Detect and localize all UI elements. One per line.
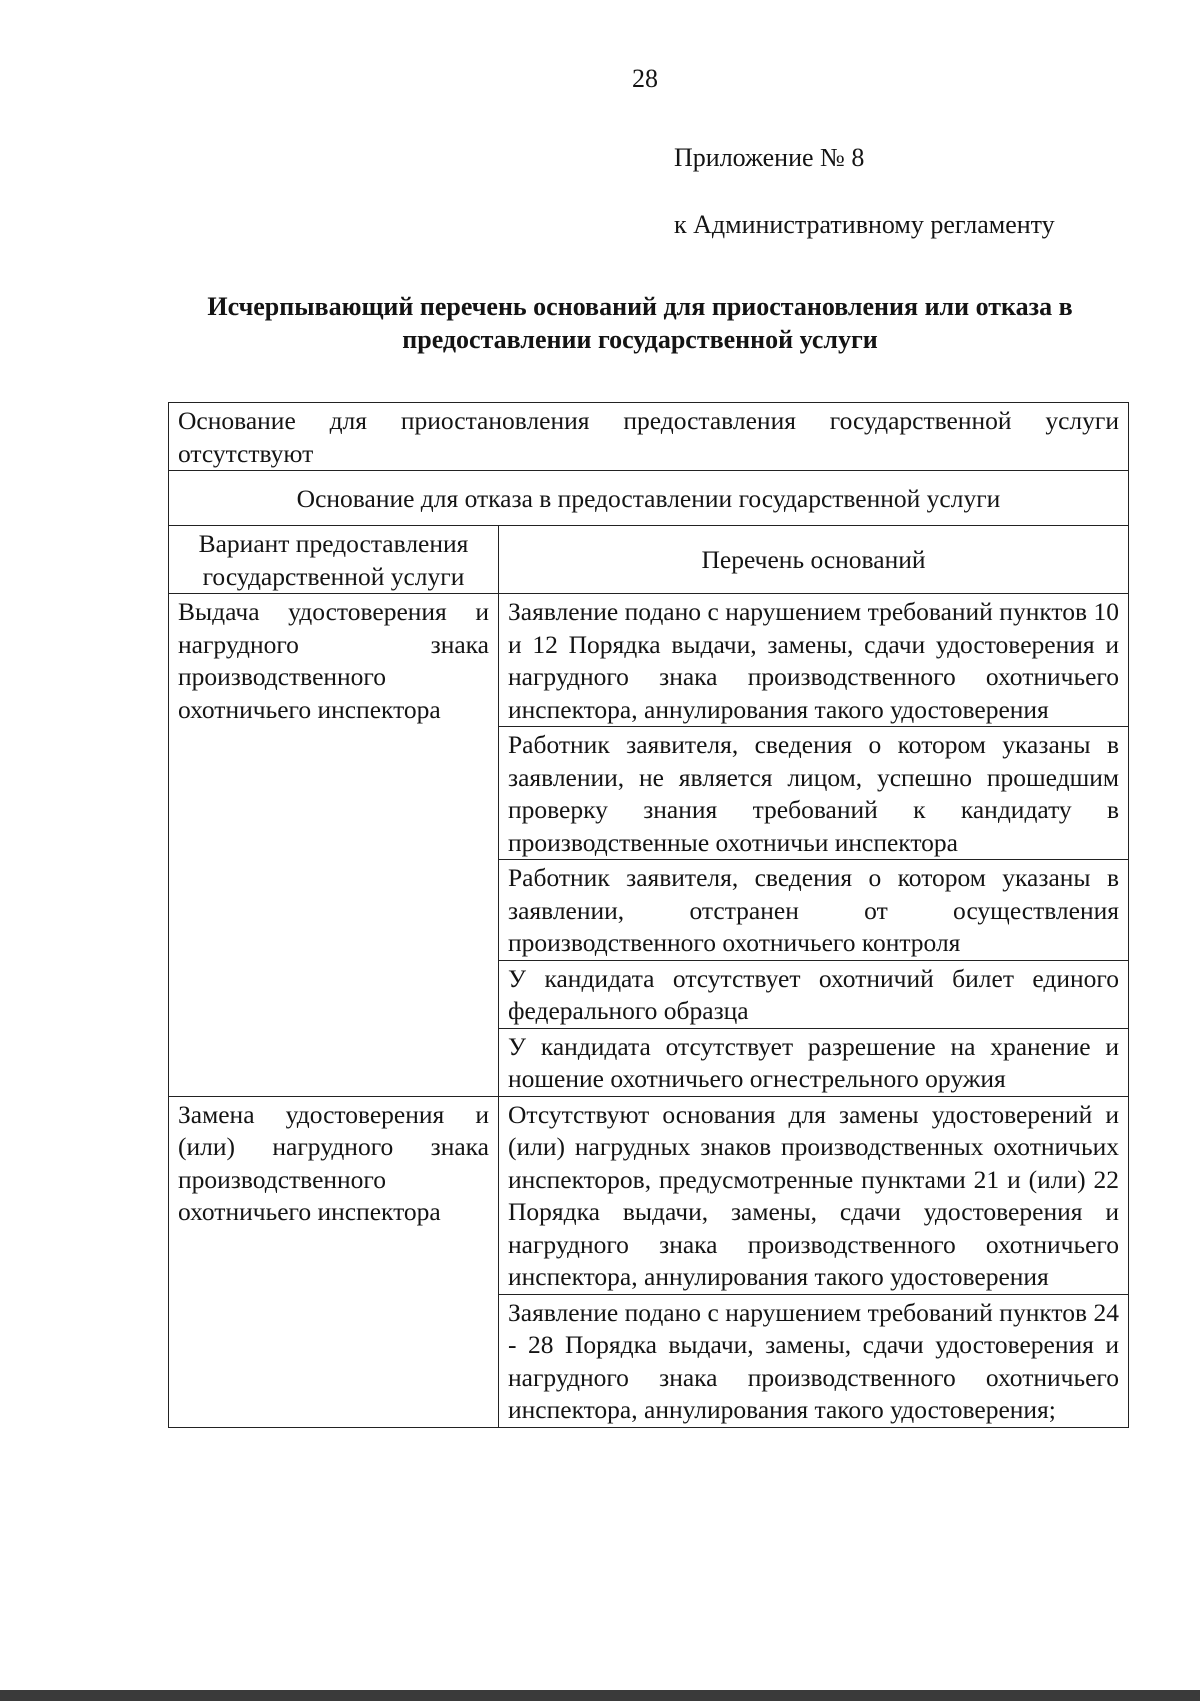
variant-cell-replacement: Замена удостоверения и (или) нагрудного знака производственного охотничьего инспектора (169, 1096, 499, 1427)
suspension-cell: Основание для приостановления предоставления государственной услуги отсутствуют (169, 403, 1129, 471)
ground-cell: У кандидата отсутствует разрешение на хранение и ношение охотничьего огнестрельного оружия (499, 1028, 1129, 1096)
table-row (169, 1096, 1129, 1294)
appendix-reference: к Административному регламенту (674, 210, 1055, 239)
column-header-row (169, 526, 1129, 594)
appendix-number: Приложение № 8 (674, 143, 865, 172)
table-row (169, 594, 1129, 727)
page-number: 28 (632, 64, 658, 93)
column-header-grounds: Перечень оснований (499, 526, 1129, 594)
refusal-heading-row (169, 471, 1129, 526)
refusal-heading-cell: Основание для отказа в предоставлении государственной услуги (169, 471, 1129, 526)
ground-cell: Отсутствуют основания для замены удостоверений и (или) нагрудных знаков производственных охотничьих инспекторов, предусмотренные пунктами 21 и (или) 22 Порядка выдачи, замены, сдачи удостоверения и нагрудного знака производственного охотничьего инспектора, аннулирования такого удостоверения (499, 1096, 1129, 1294)
ground-cell: У кандидата отсутствует охотничий билет единого федерального образца (499, 960, 1129, 1028)
scan-edge (0, 1690, 1200, 1701)
ground-cell: Заявление подано с нарушением требований пунктов 24 - 28 Порядка выдачи, замены, сдачи удостоверения и нагрудного знака производственного охотничьего инспектора, аннулирования такого удостоверения; (499, 1294, 1129, 1427)
grounds-table (168, 402, 1129, 1428)
ground-cell: Работник заявителя, сведения о котором указаны в заявлении, отстранен от осуществления производственного охотничьего контроля (499, 860, 1129, 961)
document-title: Исчерпывающий перечень оснований для приостановления или отказа в предоставлении государственной услуги (207, 292, 1073, 354)
column-header-variant: Вариант предоставления государственной услуги (169, 526, 499, 594)
suspension-row (169, 403, 1129, 471)
ground-cell: Заявление подано с нарушением требований пунктов 10 и 12 Порядка выдачи, замены, сдачи удостоверения и нагрудного знака производственного охотничьего инспектора, аннулирования такого удостоверения (499, 594, 1129, 727)
variant-cell-issue: Выдача удостоверения и нагрудного знака производственного охотничьего инспектора (169, 594, 499, 1097)
ground-cell: Работник заявителя, сведения о котором указаны в заявлении, не является лицом, успешно прошедшим проверку знания требований к кандидату в производственные охотничьи инспектора (499, 727, 1129, 860)
